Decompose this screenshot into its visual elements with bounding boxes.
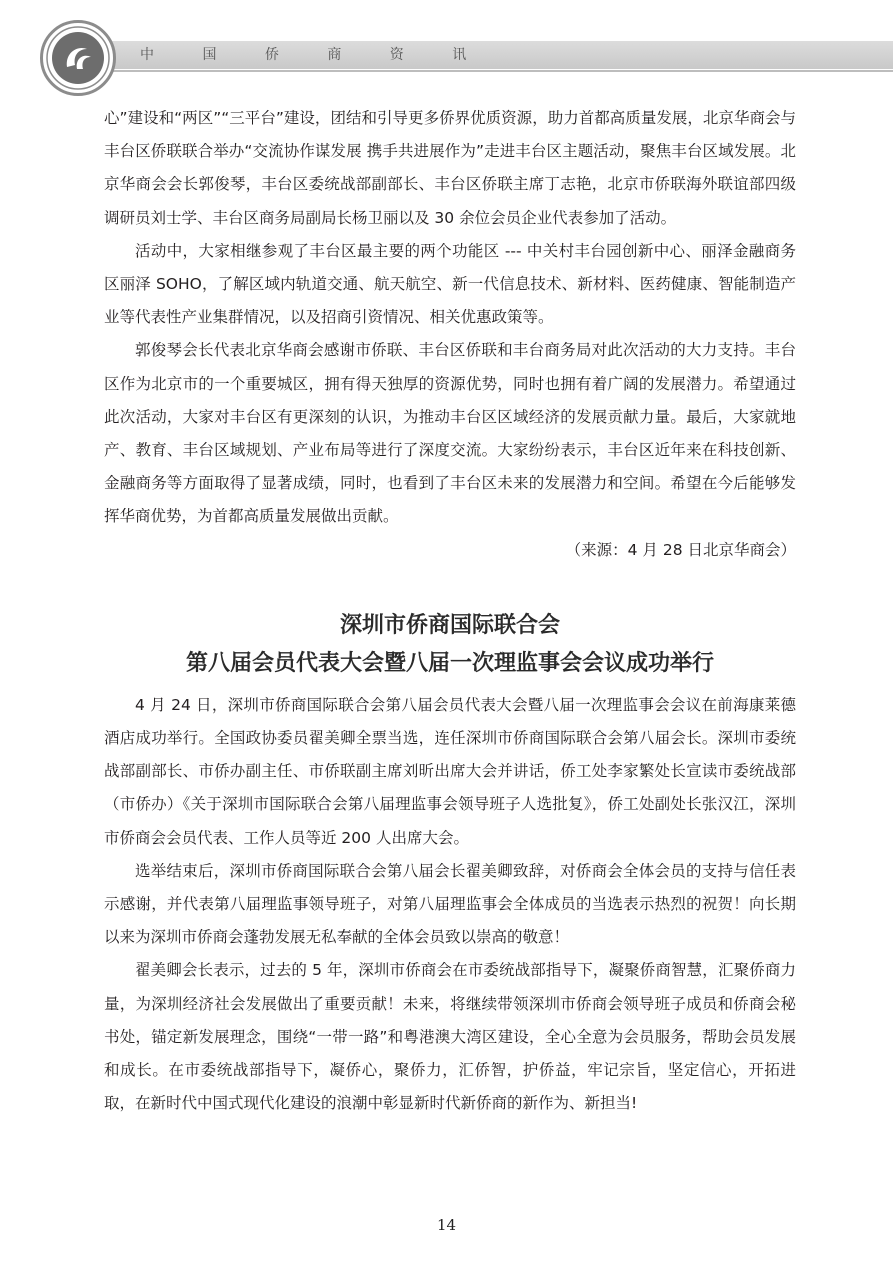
page-number: 14 [436,1216,457,1234]
article2-title-line1: 深圳市侨商国际联合会 [339,612,560,638]
association-logo [40,20,116,96]
logo-emblem-icon [43,23,113,93]
article2-paragraph: 4 月 24 日，深圳市侨商国际联合会第八届会员代表大会暨八届一次理监事会会议在前海康莱德酒店成功举行。全国政协委员翟美卿全票当选，连任深圳市侨商国际联合会第八届会长。深圳市委统战部副部长、市侨办副主任、市侨联副主席刘昕出席大会并讲话，侨工处李家繁处长宣读市委统战部（市侨办）《关于深圳市国际联合会第八届理监事会领导班子人选批复》，侨工处副处长张汉江，深圳市侨商会会员代表、工作人员等近 200 人出席大会。 [104,695,796,847]
publication-title: 中 国 侨 商 资 讯 [140,47,489,63]
article1-source: （来源：4 月 28 日北京华商会） [565,540,796,559]
article2-title [104,607,796,683]
article2-paragraph: 翟美卿会长表示，过去的 5 年，深圳市侨商会在市委统战部指导下，凝聚侨商智慧，汇聚侨商力量，为深圳经济社会发展做出了重要贡献！未来，将继续带领深圳市侨商会领导班子成员和侨商会秘书处，锚定新发展理念，围绕“一带一路”和粤港澳大湾区建设，全心全意为会员服务，帮助会员发展和成长。在市委统战部指导下，凝侨心，聚侨力，汇侨智，护侨益，牢记宗旨，坚定信心，开拓进取，在新时代中国式现代化建设的浪潮中彰显新时代新侨商的新作为、新担当! [104,961,796,1113]
article2-title-line2: 第八届会员代表大会暨八届一次理监事会会议成功举行 [185,650,714,676]
page-body [104,102,796,1120]
article1-paragraph: 活动中，大家相继参观了丰台区最主要的两个功能区 --- 中关村丰台园创新中心、丽泽金融商务区丽泽 SOHO，了解区域内轨道交通、航天航空、新一代信息技术、新材料、医药健康、智能制造产业等代表性产业集群情况，以及招商引资情况、相关优惠政策等。 [104,241,796,327]
article2-paragraph: 选举结束后，深圳市侨商国际联合会第八届会长翟美卿致辞，对侨商会全体会员的支持与信任表示感谢，并代表第八届理监事领导班子，对第八届理监事会全体成员的当选表示热烈的祝贺！向长期以来为深圳市侨商会蓬勃发展无私奉献的全体会员致以崇高的敬意！ [104,861,796,947]
header-divider [100,70,893,72]
article1-paragraph: 心”建设和“两区”“三平台”建设，团结和引导更多侨界优质资源，助力首都高质量发展，北京华商会与丰台区侨联联合举办“交流协作谋发展 携手共进展作为”走进丰台区主题活动，聚焦丰台区域发展。北京华商会会长郭俊琴，丰台区委统战部副部长、丰台区侨联主席丁志艳，北京市侨联海外联谊部四级调研员刘士学、丰台区商务局副局长杨卫丽以及 30 余位会员企业代表参加了活动。 [104,109,796,227]
article1-paragraph: 郭俊琴会长代表北京华商会感谢市侨联、丰台区侨联和丰台商务局对此次活动的大力支持。丰台区作为北京市的一个重要城区，拥有得天独厚的资源优势，同时也拥有着广阔的发展潜力。希望通过此次活动，大家对丰台区有更深刻的认识，为推动丰台区区域经济的发展贡献力量。最后，大家就地产、教育、丰台区域规划、产业布局等进行了深度交流。大家纷纷表示，丰台区近年来在科技创新、金融商务等方面取得了显著成绩，同时，也看到了丰台区未来的发展潜力和空间。希望在今后能够发挥华商优势，为首都高质量发展做出贡献。 [104,341,796,526]
